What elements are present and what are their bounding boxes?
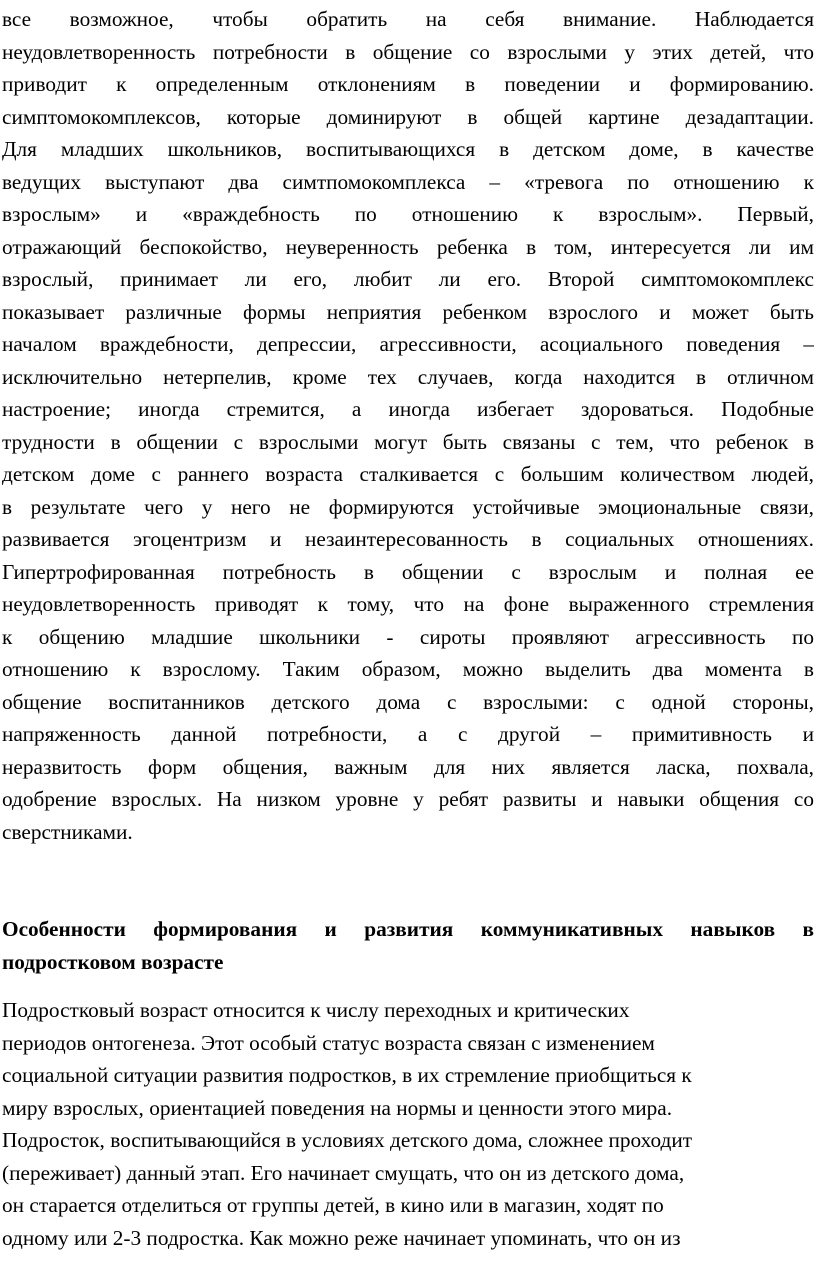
text-line: развивается эгоцентризм и незаинтересованность в социальных отношениях. (2, 527, 814, 551)
heading-line: Особенности формирования и развития коммуникативных навыков в (2, 917, 814, 941)
text-line: настроение; иногда стремится, а иногда избегает здороваться. Подобные (2, 397, 814, 421)
text-line: неудовлетворенность приводят к тому, что на фоне выраженного стремления (2, 592, 814, 616)
text-line: в результате чего у него не формируются устойчивые эмоциональные связи, (2, 494, 814, 519)
text-line: миру взрослых, ориентацией поведения на нормы и ценности этого мира. (2, 1095, 673, 1120)
text-line: Подросток, воспитывающийся в условиях детского дома, сложнее проходит (2, 1128, 693, 1152)
text-line: все возможное, чтобы обратить на себя внимание. Наблюдается (2, 7, 814, 31)
text-line: показывает различные формы неприятия ребенком взрослого и может быть (2, 299, 814, 324)
text-line: одному или 2-3 подростка. Как можно реже начинает упоминать, что он из (2, 1225, 681, 1250)
document-page (2, 3, 814, 1254)
text-line: он старается отделиться от группы детей, в кино или в магазин, ходят по (2, 1193, 664, 1217)
text-line: взрослый, принимает ли его, любит ли его. Второй симптомокомплекс (2, 267, 814, 291)
text-line: напряженность данной потребности, а с другой – примитивность и (2, 722, 814, 746)
text-line: сверстниками. (2, 819, 133, 844)
body-paragraph-2 (2, 994, 814, 1254)
text-line: отношению к взрослому. Таким образом, можно выделить два момента в (2, 657, 814, 681)
text-line: ведущих выступают два симтпомокомплекса – «тревога по отношению к (2, 169, 814, 194)
body-paragraph-1 (2, 3, 814, 848)
text-line: Для младших школьников, воспитывающихся в детском доме, в качестве (2, 137, 814, 161)
text-line: приводит к определенным отклонениям в поведении и формированию. (2, 72, 814, 96)
text-line: отражающий беспокойство, неуверенность ребенка в том, интересуется ли им (2, 234, 814, 259)
text-line: исключительно нетерпелив, кроме тех случаев, когда находится в отличном (2, 364, 814, 389)
text-line: взрослым» и «враждебность по отношению к взрослым». Первый, (2, 202, 814, 226)
text-line: началом враждебности, депрессии, агрессивности, асоциального поведения – (2, 332, 814, 356)
text-line: Подростковый возраст относится к числу переходных и критических (2, 998, 630, 1022)
text-line: трудности в общении с взрослыми могут быть связаны с тем, что ребенок в (2, 429, 814, 454)
text-line: симптомокомплексов, которые доминируют в общей картине дезадаптации. (2, 104, 814, 129)
heading-line: подростковом возрасте (2, 949, 224, 974)
text-line: периодов онтогенеза. Этот особый статус возраста связан с изменением (2, 1030, 655, 1055)
text-line: общение воспитанников детского дома с взрослыми: с одной стороны, (2, 689, 814, 714)
text-line: неудовлетворенность потребности в общение со взрослыми у этих детей, что (2, 39, 814, 64)
text-line: (переживает) данный этап. Его начинает смущать, что он из детского дома, (2, 1160, 685, 1185)
text-line: Гипертрофированная потребность в общении с взрослым и полная ее (2, 559, 814, 584)
text-line: социальной ситуации развития подростков, в их стремление приобщиться к (2, 1063, 692, 1087)
section-heading (2, 913, 814, 978)
text-line: к общению младшие школьники - сироты проявляют агрессивность по (2, 624, 814, 649)
text-line: неразвитость форм общения, важным для них является ласка, похвала, (2, 754, 814, 779)
text-line: детском доме с раннего возраста сталкивается с большим количеством людей, (2, 462, 814, 486)
text-line: одобрение взрослых. На низком уровне у ребят развиты и навыки общения со (2, 787, 814, 811)
